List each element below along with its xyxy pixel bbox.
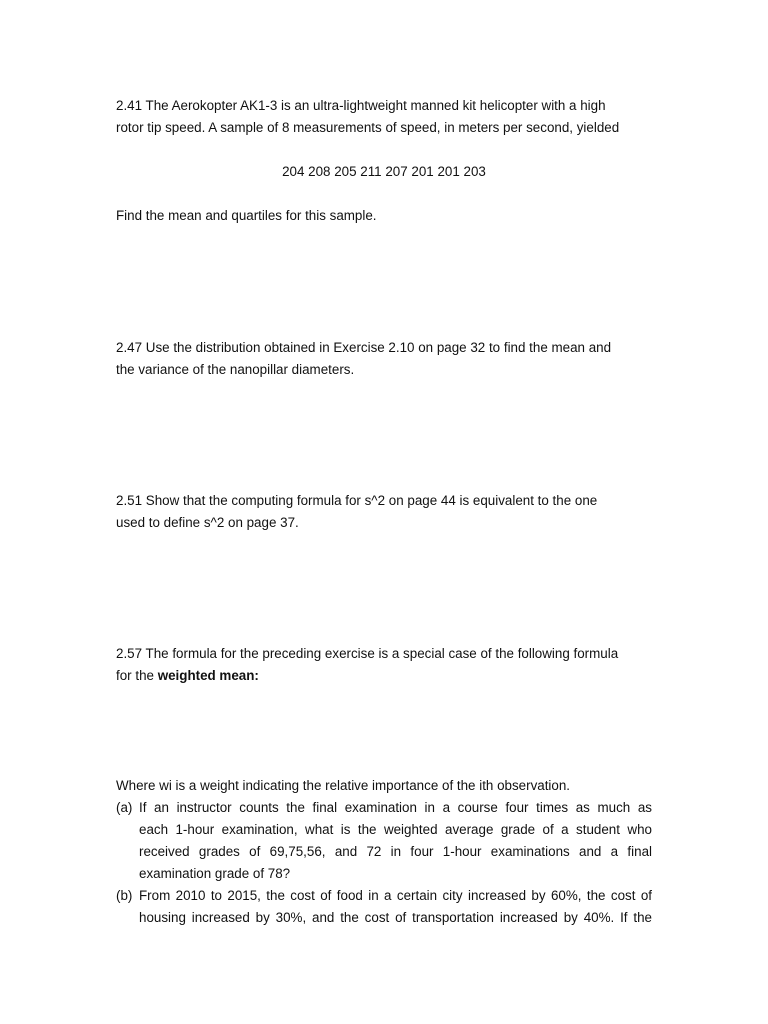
- part-a-line-4: examination grade of 78?: [139, 866, 291, 881]
- part-b-line-2: housing increased by 30%, and the cost of transportation increased by 40%. If the: [139, 910, 652, 925]
- part-b-line-1: From 2010 to 2015, the cost of food in a certain city increased by 60%, the cost of: [139, 888, 652, 903]
- part-a: [116, 797, 652, 885]
- exercise-2-41: [116, 95, 652, 139]
- exercise-2-41-prompt: Find the mean and quartiles for this sample.: [116, 208, 377, 223]
- part-b: [116, 885, 652, 929]
- part-a-line-1: If an instructor counts the final examination in a course four times as much as: [139, 800, 652, 815]
- exercise-2-47: [116, 337, 652, 381]
- exercise-2-51-line-1: 2.51 Show that the computing formula for s^2 on page 44 is equivalent to the one: [116, 493, 598, 508]
- exercise-2-47-line-2: the variance of the nanopillar diameters.: [116, 362, 355, 377]
- exercise-2-47-line-1: 2.47 Use the distribution obtained in Exercise 2.10 on page 32 to find the mean and: [116, 340, 612, 355]
- exercise-2-57: [116, 643, 652, 687]
- exercise-2-57-line-1: 2.57 The formula for the preceding exercise is a special case of the following formula: [116, 646, 619, 661]
- part-a-line-2: each 1-hour examination, what is the weighted average grade of a student who: [139, 822, 652, 837]
- exercise-2-51: [116, 490, 652, 534]
- exercise-2-57-line-2: [116, 665, 652, 687]
- exercise-2-57-body: [116, 775, 652, 929]
- part-a-line-3: received grades of 69,75,56, and 72 in four 1-hour examinations and a final: [139, 844, 652, 859]
- exercise-2-41-line-1: 2.41 The Aerokopter AK1-3 is an ultra-lightweight manned kit helicopter with a high: [116, 98, 606, 113]
- part-b-marker: (b): [116, 888, 133, 903]
- weight-definition: Where wi is a weight indicating the relative importance of the ith observation.: [116, 778, 571, 793]
- exercise-2-57-line-2-text: for the: [116, 668, 158, 683]
- weighted-mean-term: weighted mean:: [157, 668, 259, 683]
- speed-measurements: 204 208 205 211 207 201 201 203: [282, 164, 486, 179]
- part-a-marker: (a): [116, 800, 133, 815]
- exercise-2-41-line-2: rotor tip speed. A sample of 8 measurements of speed, in meters per second, yielded: [116, 120, 620, 135]
- exercise-2-51-line-2: used to define s^2 on page 37.: [116, 515, 299, 530]
